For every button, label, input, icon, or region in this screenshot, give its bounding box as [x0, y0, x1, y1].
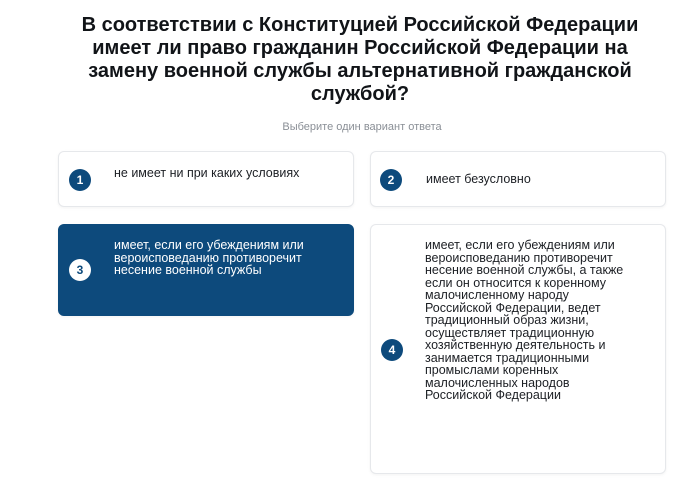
- option-text: имеет, если его убеждениям или вероисповеданию противоречит несение военной службы: [114, 238, 304, 277]
- option-number-badge: 2: [380, 169, 402, 191]
- question-title: В соответствии с Конституцией Российской Федерации имеет ли право гражданин Российской Федерации на замену военной службы альтернативной гражданской службой?: [81, 14, 639, 105]
- answer-instruction: Выберите один вариант ответа: [282, 121, 442, 133]
- option-text: не имеет ни при каких условиях: [114, 166, 300, 180]
- option-text: имеет безусловно: [426, 172, 531, 186]
- answer-option-3[interactable]: [58, 224, 354, 316]
- option-number-badge: 1: [69, 169, 91, 191]
- option-number-badge: 4: [381, 339, 403, 361]
- answer-option-2[interactable]: [370, 151, 666, 207]
- answer-option-4[interactable]: [370, 224, 666, 474]
- option-number-badge: 3: [69, 259, 91, 281]
- answer-option-1[interactable]: [58, 151, 354, 207]
- option-text: имеет, если его убеждениям или вероисповеданию противоречит несение военной службы, а также если он относится к коренному малочисленному народу Российской Федерации, ведет традиционный образ жизни, осуществляет традиционную хозяйственную деятельность и занимается традиционными промыслами коренных малочисленных народов Российской Федерации: [425, 238, 624, 402]
